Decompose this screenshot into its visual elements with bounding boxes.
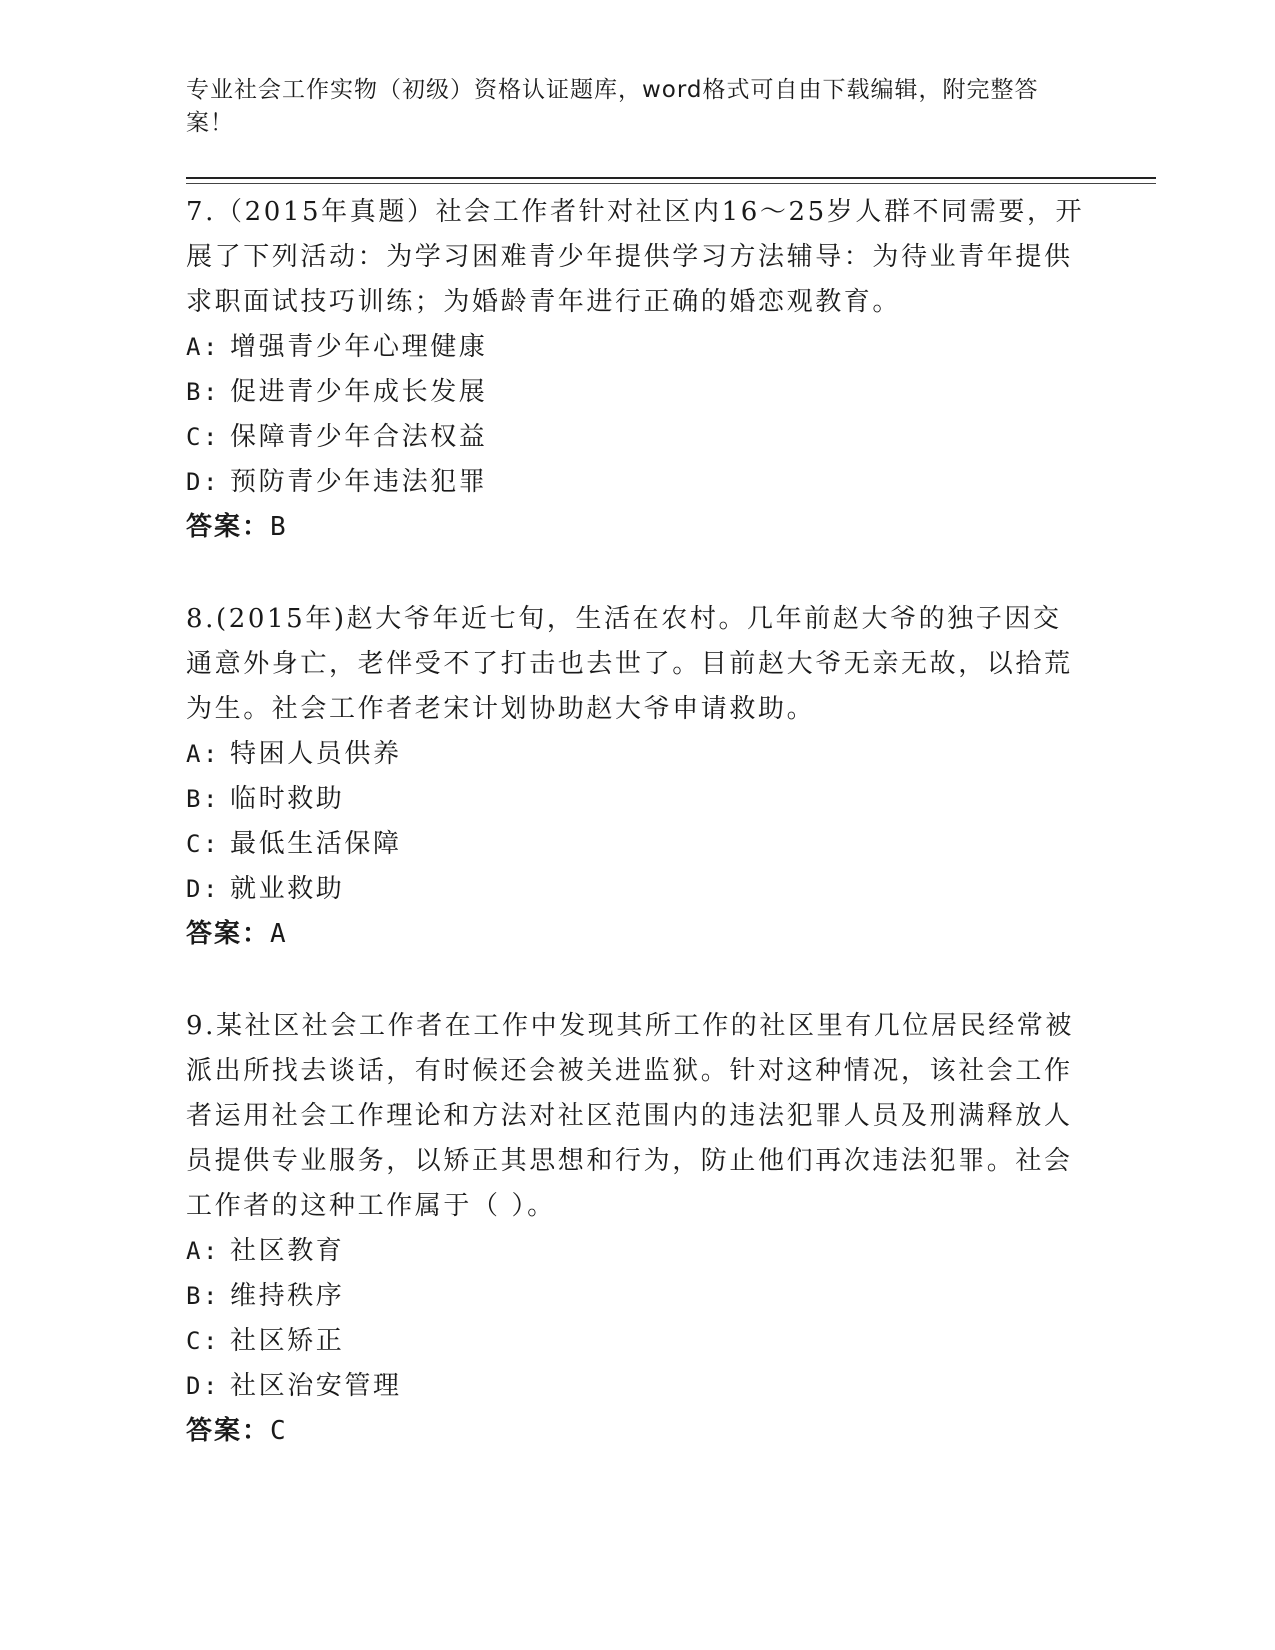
option-list bbox=[186, 325, 1086, 505]
option-text: 维持秩序 bbox=[230, 1281, 345, 1311]
option-a bbox=[186, 325, 1086, 370]
header-divider-thick bbox=[186, 177, 1156, 179]
option-key: A: bbox=[186, 740, 221, 768]
option-text: 就业救助 bbox=[230, 874, 345, 904]
answer-value: A bbox=[270, 919, 288, 949]
question-stem: 8.(2015年)赵大爷年近七旬，生活在农村。几年前赵大爷的独子因交通意外身亡，老伴受不了打击也去世了。目前赵大爷无亲无故，以拾荒为生。社会工作者老宋计划协助赵大爷申请救助。 bbox=[186, 604, 1073, 724]
question-7 bbox=[186, 190, 1086, 550]
answer-line bbox=[186, 912, 1086, 957]
question-list bbox=[186, 190, 1086, 1454]
option-b bbox=[186, 1274, 1086, 1319]
option-text: 促进青少年成长发展 bbox=[230, 377, 488, 407]
option-text: 最低生活保障 bbox=[230, 829, 402, 859]
option-d bbox=[186, 460, 1086, 505]
answer-line bbox=[186, 505, 1086, 550]
option-text: 增强青少年心理健康 bbox=[230, 332, 488, 362]
option-key: A: bbox=[186, 333, 221, 361]
document-header: 专业社会工作实物（初级）资格认证题库，word格式可自由下载编辑，附完整答案！ bbox=[186, 77, 1039, 136]
option-key: D: bbox=[186, 468, 221, 496]
question-9 bbox=[186, 1004, 1086, 1454]
option-text: 预防青少年违法犯罪 bbox=[230, 467, 488, 497]
question-stem: 9.某社区社会工作者在工作中发现其所工作的社区里有几位居民经常被派出所找去谈话，有时候还会被关进监狱。针对这种情况，该社会工作者运用社会工作理论和方法对社区范围内的违法犯罪人员及刑满释放人员提供专业服务，以矫正其思想和行为，防止他们再次违法犯罪。社会工作者的这种工作属于（ ）。 bbox=[186, 1011, 1075, 1221]
option-key: C: bbox=[186, 423, 221, 451]
option-key: C: bbox=[186, 830, 221, 858]
option-text: 保障青少年合法权益 bbox=[230, 422, 488, 452]
option-b bbox=[186, 370, 1086, 415]
option-d bbox=[186, 1364, 1086, 1409]
option-key: B: bbox=[186, 785, 221, 813]
option-d bbox=[186, 867, 1086, 912]
option-key: A: bbox=[186, 1237, 221, 1265]
option-text: 特困人员供养 bbox=[230, 739, 402, 769]
option-list bbox=[186, 1229, 1086, 1409]
answer-label: 答案： bbox=[186, 1416, 271, 1446]
option-key: D: bbox=[186, 1372, 221, 1400]
header-divider-thin bbox=[186, 183, 1156, 184]
option-key: C: bbox=[186, 1327, 221, 1355]
option-key: D: bbox=[186, 875, 221, 903]
option-c bbox=[186, 1319, 1086, 1364]
answer-label: 答案： bbox=[186, 919, 271, 949]
option-c bbox=[186, 822, 1086, 867]
option-a bbox=[186, 1229, 1086, 1274]
answer-value: B bbox=[270, 512, 288, 542]
option-c bbox=[186, 415, 1086, 460]
option-text: 社区矫正 bbox=[230, 1326, 345, 1356]
option-list bbox=[186, 732, 1086, 912]
option-text: 社区教育 bbox=[230, 1236, 345, 1266]
question-stem: 7.（2015年真题）社会工作者针对社区内16～25岁人群不同需要，开展了下列活动：为学习困难青少年提供学习方法辅导：为待业青年提供求职面试技巧训练；为婚龄青年进行正确的婚恋观教育。 bbox=[186, 197, 1085, 317]
option-a bbox=[186, 732, 1086, 777]
option-b bbox=[186, 777, 1086, 822]
answer-line bbox=[186, 1409, 1086, 1454]
question-8 bbox=[186, 597, 1086, 957]
option-text: 临时救助 bbox=[230, 784, 345, 814]
option-text: 社区治安管理 bbox=[230, 1371, 402, 1401]
answer-value: C bbox=[270, 1416, 288, 1446]
spacer bbox=[186, 957, 1086, 1004]
option-key: B: bbox=[186, 1282, 221, 1310]
answer-label: 答案： bbox=[186, 512, 271, 542]
spacer bbox=[186, 550, 1086, 597]
option-key: B: bbox=[186, 378, 221, 406]
